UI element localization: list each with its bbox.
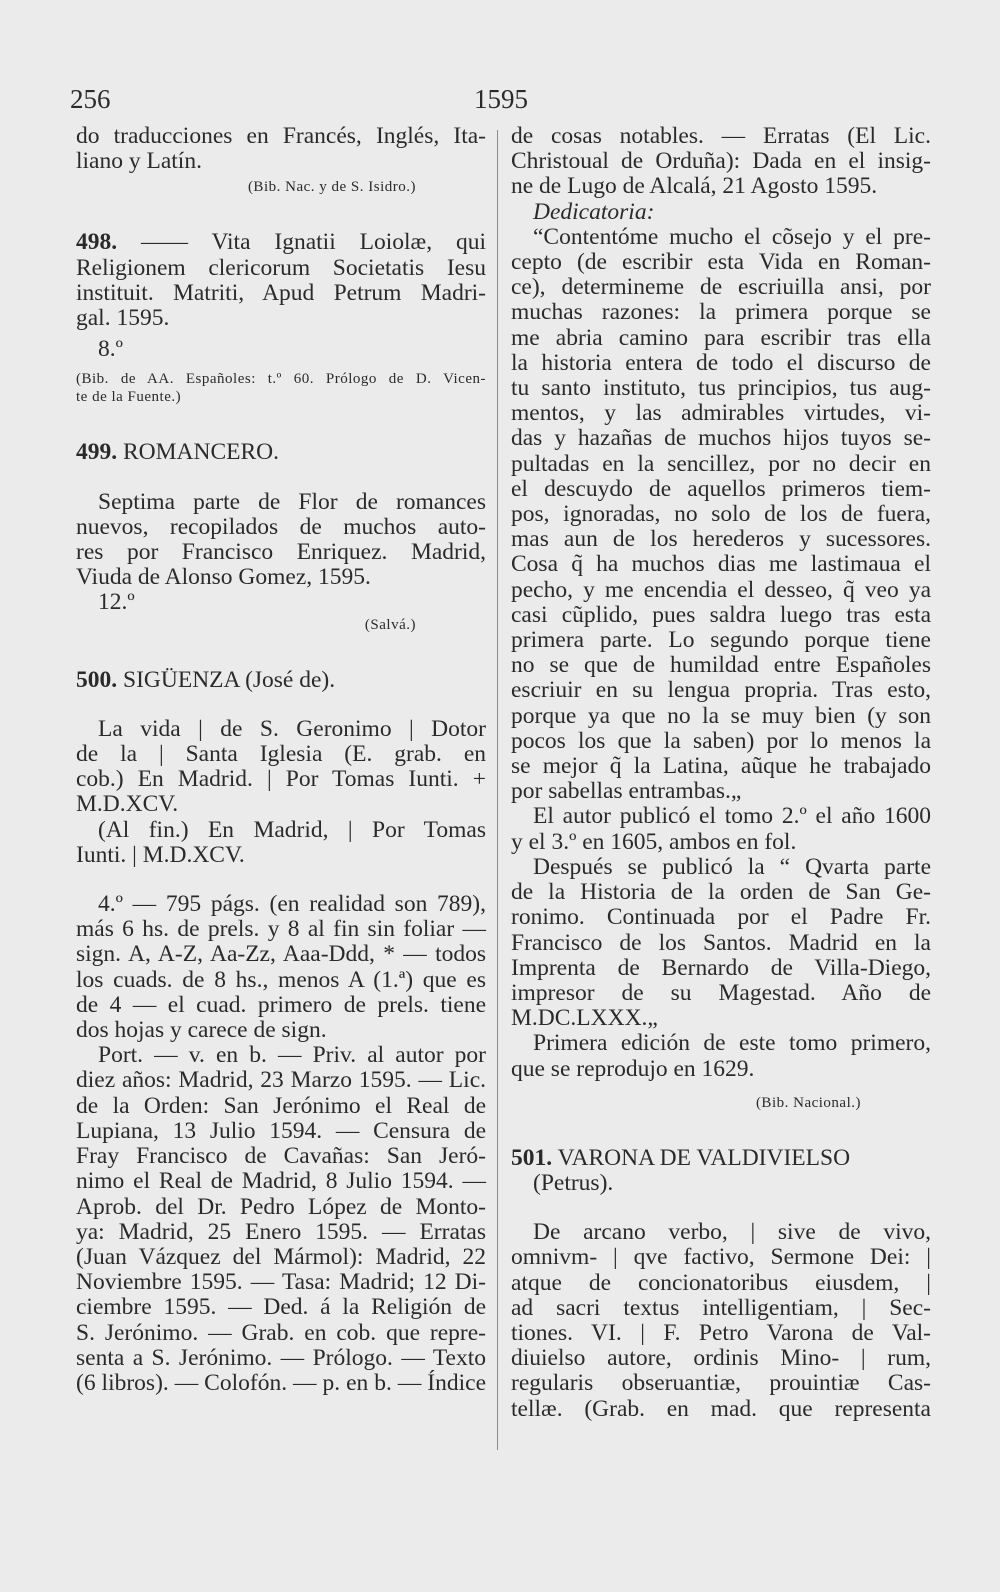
cuarta-line: Francisco de los Santos. Madrid en la [511,929,931,956]
left-column [76,124,486,1396]
entry-500-line: de la | Santa Iglesia (E. grab. en [76,741,486,768]
quote-line: no se que de humildad entre Españoles [511,652,931,679]
entry-description: de 4 — el cuad. primero de prels. tiene [76,991,486,1018]
entry-preliminaries: S. Jerónimo. — Grab. en cob. que repre- [76,1319,486,1346]
entry-colophon: (Al fin.) En Madrid, | Por Tomas [98,816,486,843]
entry-preliminaries: nimo el Real de Madrid, 8 Julio 1594. — [76,1168,486,1195]
quote-line: por sabellas entrambas.„ [511,778,742,805]
entry-format: 8.º [98,336,123,363]
entry-498-line: Religionem clericorum Societatis Iesu [76,254,486,281]
entry-number: 500. [76,666,118,693]
entry-title: VARONA DE VALDIVIELSO [557,1144,851,1171]
entry-number: 501. [511,1144,553,1171]
quote-line: primera parte. Lo segundo porque tiene [511,627,931,654]
quote-line: muchas razones: la primera porque se [511,299,931,326]
cuarta-line: M.DC.LXXX.„ [511,1005,658,1032]
quote-line: porque ya que no la se muy bien (y son [511,702,931,729]
entry-source: (Bib. Nac. y de S. Isidro.) [247,179,416,196]
entry-preliminaries: (Juan Vázquez del Mármol): Madrid, 22 [76,1243,486,1270]
entry-preliminaries: (6 libros). — Colofón. — p. en b. — Índice [76,1369,486,1396]
quote-line: ce), determineme de escriuilla ansi, por [511,274,931,301]
continued-line: Christoual de Orduña): Dada en el insig- [511,148,931,175]
page-number: 256 [70,84,111,114]
intro-line: do traducciones en Francés, Inglés, Ita- [76,123,486,149]
entry-499-line: Septima parte de Flor de romances [98,488,486,515]
running-year: 1595 [474,84,528,114]
entry-500-heading [76,668,486,693]
entry-colophon: Iunti. | M.D.XCV. [76,841,245,868]
entry-501-line: De arcano verbo, | sive de vivo, [533,1219,931,1246]
quote-line: tu santo instituto, tus principios, tus aug- [511,375,931,402]
entry-description: más 6 hs. de prels. y 8 al fin sin foliar — [76,916,486,943]
entry-498-line: 498. —— Vita Ignatii Loiolæ, qui [76,229,486,256]
entry-source: (Salvá.) [364,616,416,633]
entry-501-line: ad sacri textus intelligentiam, | Sec- [511,1294,931,1321]
entry-description: los cuads. de 8 hs., menos A (1.ª) que es [76,966,486,993]
entry-title: SIGÜENZA (José de). [123,666,336,693]
entry-501-line: regularis obseruantiæ, prouintiæ Cas- [511,1370,931,1397]
quote-line: cepto (de escribir esta Vida en Roman- [511,249,931,276]
entry-500-line: M.D.XCV. [76,791,179,818]
intro-line: liano y Latín. [76,148,202,175]
entry-preliminaries: Lupiana, 13 Julio 1594. — Censura de [76,1117,486,1144]
primera-line: Primera edición de este tomo primero, [533,1030,931,1057]
quote-line: mas aun de los herederos y sucessores. [511,526,931,553]
entry-number: 498. [76,229,118,256]
cuarta-line: ronimo. Continuada por el Padre Fr. [511,904,931,931]
entry-preliminaries: senta a S. Jerónimo. — Prólogo. — Texto [76,1344,486,1371]
quote-line: mentos, y las admirables virtudes, vi- [511,400,931,427]
entry-500-line: cob.) En Madrid. | Por Tomas Iunti. + [76,766,486,793]
entry-498-line: gal. 1595. [76,305,170,332]
entry-number: 499. [76,439,118,466]
entry-preliminaries: Aprob. del Dr. Pedro López de Monto- [76,1193,486,1220]
entry-499-line: Viuda de Alonso Gomez, 1595. [76,564,371,591]
cuarta-line: impresor de su Magestad. Año de [511,979,931,1006]
quote-line: casi cũplido, pues saldra luego tras esta [511,601,931,628]
entry-501-line: diuielso autore, ordinis Mino- | rum, [511,1345,931,1372]
primera-line: que se reprodujo en 1629. [511,1055,755,1082]
quote-line: se mejor q̃ la Latina, aũque he trabajado [511,753,931,780]
continued-line: de cosas notables. — Erratas (El Lic. [511,123,931,149]
entry-text: Vita Ignatii Loiolæ, qui [211,229,486,256]
quote-line: Cosa q̃ ha muchos dias me lastimaua el [511,551,931,578]
entry-preliminaries: Port. — v. en b. — Priv. al autor por [98,1042,486,1069]
entry-499-line: nuevos, recopilados de muchos auto- [76,513,486,540]
dedicatoria-label: Dedicatoria: [533,198,655,225]
cuarta-line: Imprenta de Bernardo de Villa-Diego, [511,954,931,981]
entry-preliminaries: Noviembre 1595. — Tasa: Madrid; 12 Di- [76,1269,486,1296]
entry-format: 12.º [98,589,135,616]
quote-line: me abria camino para escribir tras ella [511,324,931,351]
entry-499-heading [76,440,486,465]
quote-line: pos, ignoradas, no solo de los de fuera, [511,501,931,528]
cuarta-line: de la Historia de la orden de San Ge- [511,879,931,906]
quote-line: escriuir en su lengua propria. Tras esto, [511,677,931,704]
entry-499-line: res por Francisco Enriquez. Madrid, [76,539,486,566]
entry-501-heading [511,1146,931,1171]
quote-line: pocos los que la saben) por lo menos la [511,727,931,754]
quote-line: pultadas en la sencillez, por no decir en [511,450,931,477]
quote-line: pecho, y me encendia el desseo, q̃ veo ya [511,576,931,603]
entry-description: sign. A, A-Z, Aa-Zz, Aaa-Ddd, * — todos [76,941,486,968]
entry-source: te de la Fuente.) [76,389,182,406]
entry-500-line: La vida | de S. Geronimo | Dotor [98,715,486,742]
quote-line: “Contentóme mucho el cõsejo y el pre- [533,223,931,250]
quote-line: el descuydo de aquellos primeros tiem- [511,475,931,502]
entry-preliminaries: ciembre 1595. — Ded. á la Religión de [76,1294,486,1321]
entry-preliminaries: de la Orden: San Jerónimo el Real de [76,1092,486,1119]
entry-description: dos hojas y carece de sign. [76,1017,327,1044]
entry-preliminaries: ya: Madrid, 25 Enero 1595. — Erratas [76,1218,486,1245]
entry-source: (Bib. Nacional.) [755,1094,861,1111]
entry-preliminaries: Fray Francisco de Cavañas: San Jeró- [76,1143,486,1170]
entry-501-line: tellæ. (Grab. en mad. que representa [511,1395,931,1422]
tomo-line: y el 3.º en 1605, ambos en fol. [511,828,797,855]
right-column [511,124,931,1422]
entry-description: 4.º — 795 págs. (en realidad son 789), [98,891,486,918]
column-divider [497,130,498,1450]
quote-line: das y hazañas de muchos hijos tuyos se- [511,425,931,452]
cuarta-line: Después se publicó la “ Qvarta parte [533,853,931,880]
quote-line: la historia entera de todo el discurso de [511,349,931,376]
continued-line: ne de Lugo de Alcalá, 21 Agosto 1595. [511,173,878,200]
tomo-line: El autor publicó el tomo 2.º el año 1600 [533,803,931,830]
entry-preliminaries: diez años: Madrid, 23 Marzo 1595. — Lic. [76,1067,486,1094]
entry-501-line: omnivm- | qve factivo, Sermone Dei: | [511,1244,931,1271]
entry-501-line: tiones. VI. | F. Petro Varona de Val- [511,1319,931,1346]
entry-title: ROMANCERO. [123,439,280,466]
entry-501-line: atque de concionatoribus eiusdem, | [511,1269,931,1296]
entry-source: (Bib. de AA. Españoles: t.º 60. Prólogo de D. Vicen- [76,371,486,388]
entry-title-cont: (Petrus). [533,1169,614,1196]
entry-498-line: instituit. Matriti, Apud Petrum Madri- [76,279,486,306]
